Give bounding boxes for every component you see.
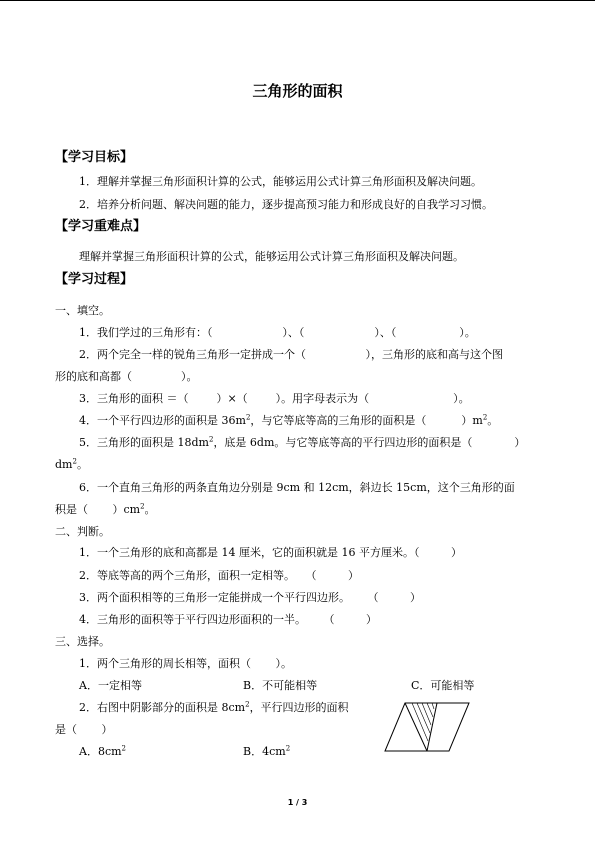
fill-q6-line1: 6．一个直角三角形的两条直角边分别是 9cm 和 12cm，斜边长 15cm，这个三角形的面	[79, 481, 515, 494]
choice-q2-option-b: B．$4cm^2$	[243, 744, 291, 758]
judge-heading: 二、判断。	[55, 525, 110, 538]
judge-q4: 4．三角形的面积等于平行四边形面积的一半。 （ ）	[79, 613, 377, 626]
fill-q2-line2: 形的底和高都（ ）。	[55, 370, 198, 383]
header-rule	[0, 0, 595, 1]
fill-q2-line1: 2．两个完全一样的锐角三角形一定拼成一个（ ），三角形的底和高与这个图	[79, 348, 503, 361]
section-keypoints-heading: 【学习重难点】	[55, 219, 147, 234]
fill-q5-line1: 5．三角形的面积是 $18dm^2$，底是 6dm。与它等底等高的平行四边形的面积是（ ）	[79, 435, 526, 449]
choice-q1-option-a: A．一定相等	[79, 679, 142, 692]
keypoints-text: 理解并掌握三角形面积计算的公式，能够运用公式计算三角形面积及解决问题。	[79, 250, 464, 263]
fill-q4: 4．一个平行四边形的面积是 $36m^2$，与它等底等高的三角形的面积是（ ）$m^2$。	[79, 413, 499, 427]
choice-q1: 1．两个三角形的周长相等，面积（ ）。	[79, 657, 292, 670]
goal-item-2: 2．培养分析问题、解决问题的能力，逐步提高预习能力和形成良好的自我学习习惯。	[79, 198, 493, 211]
choice-q2-option-a: A．$8cm^2$	[79, 744, 127, 758]
judge-q2: 2．等底等高的两个三角形，面积一定相等。 （ ）	[79, 569, 359, 582]
choice-heading: 三、选择。	[55, 635, 110, 648]
fill-q1: 1．我们学过的三角形有：（ ）、（ ）、（ ）。	[79, 326, 476, 339]
choice-q2-line2: 是（ ）	[55, 723, 113, 736]
section-goals-heading: 【学习目标】	[55, 150, 134, 165]
section-process-heading: 【学习过程】	[55, 272, 134, 287]
goal-item-1: 1．理解并掌握三角形面积计算的公式，能够运用公式计算三角形面积及解决问题。	[79, 175, 482, 188]
fill-q5-line2: $dm^2$。	[55, 457, 88, 471]
judge-q1: 1．一个三角形的底和高都是 14 厘米，它的面积就是 16 平方厘米。（ ）	[79, 546, 462, 559]
fill-q6-line2: 积是（ ）$cm^2$。	[55, 502, 156, 516]
page-title: 三角形的面积	[252, 82, 343, 100]
fill-heading: 一、填空。	[55, 304, 110, 317]
judge-q3: 3．两个面积相等的三角形一定能拼成一个平行四边形。 （ ）	[79, 591, 421, 604]
parallelogram-figure	[383, 700, 471, 754]
choice-q1-option-c: C．可能相等	[411, 679, 475, 692]
fill-q3: 3．三角形的面积 ＝（ ）×（ ）。用字母表示为（ ）。	[79, 392, 470, 405]
page-number: 1 / 3	[287, 798, 308, 807]
choice-q2-line1: 2．右图中阴影部分的面积是 $8cm^2$，平行四边形的面积	[79, 700, 349, 714]
choice-q1-option-b: B．不可能相等	[243, 679, 318, 692]
